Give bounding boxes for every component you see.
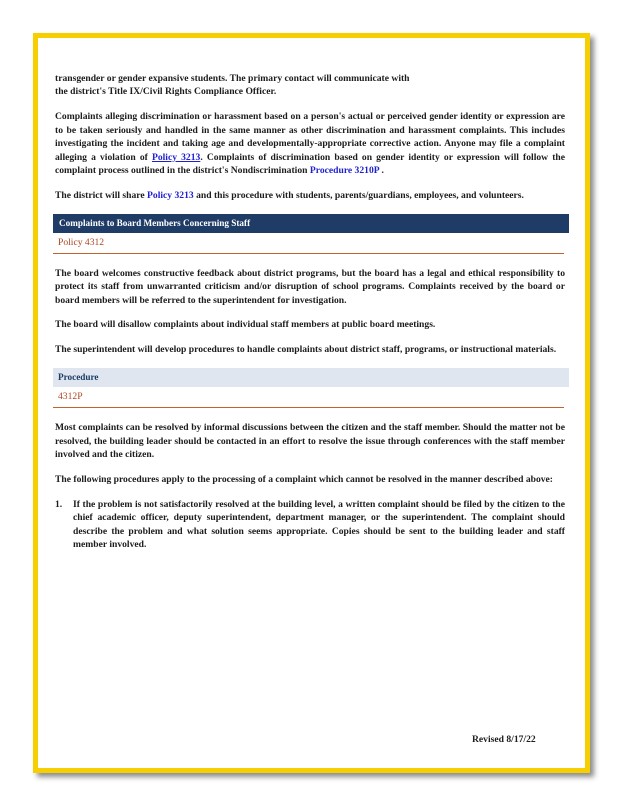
intro-line-1: transgender or gender expansive students. The primary contact will communicate with	[55, 73, 410, 84]
intro-paragraph	[55, 72, 565, 99]
discrimination-text-before: Complaints alleging discrimination or harassment based on a person's actual or perceived gender identity or expression are to be taken seriously and handled in the same manner as other discrimination and harassment complaints. This includes investigating the incident and taking age and developmentally-appropriate corrective action. Anyone may file a complaint alleging a violation of	[55, 111, 565, 163]
most-complaints-paragraph: Most complaints can be resolved by informal discussions between the citizen and the staff member. Should the matter not be resolved, the building leader should be contacted in an effort to resolve the issue through conferences with the staff member involved and the citizen.	[55, 422, 565, 461]
procedure-3210p-link[interactable]: Procedure 3210P	[309, 164, 380, 176]
discrimination-paragraph	[55, 110, 565, 177]
list-item	[55, 498, 565, 552]
following-paragraph: The following procedures apply to the processing of a complaint which cannot be resolved in the manner described above:	[55, 474, 554, 485]
list-item-text: If the problem is not satisfactorily resolved at the building level, a written complaint should be filed by the citizen to the chief academic officer, deputy superintendent, department manager, or the superintendent. The complaint should describe the problem and what solution seems appropriate. Copies should be sent to the building leader and staff member involved.	[73, 498, 565, 551]
share-text-after: and this procedure with students, parents/guardians, employees, and volunteers.	[196, 189, 524, 201]
discrimination-text-middle: . Complaints of discrimination based on gender identity or expression will follow the complaint process outlined in the district's Nondiscrimination	[55, 151, 565, 176]
policy-reference: Policy 4312	[53, 233, 564, 254]
procedure-heading-bar: Procedure	[53, 368, 569, 387]
policy-3213-link[interactable]: Policy 3213	[151, 151, 201, 163]
share-policy-3213-link[interactable]: Policy 3213	[147, 189, 194, 201]
revised-date: Revised 8/17/22	[472, 734, 536, 745]
board-disallow-paragraph: The board will disallow complaints about individual staff members at public board meetings.	[55, 319, 436, 331]
board-welcomes-paragraph: The board welcomes constructive feedback about district programs, but the board has a legal and ethical responsibility to protect its staff from unwarranted criticism and/or disruption of school programs. Complaints received by the board or board members will be referred to the superintendent for investigation.	[55, 267, 565, 306]
document-body	[55, 72, 565, 552]
discrimination-text-after: .	[381, 164, 384, 176]
procedure-list	[55, 498, 565, 552]
procedure-reference: 4312P	[53, 387, 564, 408]
section-heading-bar: Complaints to Board Members Concerning Staff	[53, 214, 569, 233]
intro-line-2: the district's Title IX/Civil Rights Compliance Officer.	[55, 86, 277, 98]
share-paragraph	[55, 189, 565, 202]
list-item-number: 1.	[55, 498, 63, 510]
share-text-before: The district will share	[55, 189, 145, 201]
superintendent-paragraph: The superintendent will develop procedures to handle complaints about district staff, programs, or instructional materials.	[55, 344, 557, 356]
